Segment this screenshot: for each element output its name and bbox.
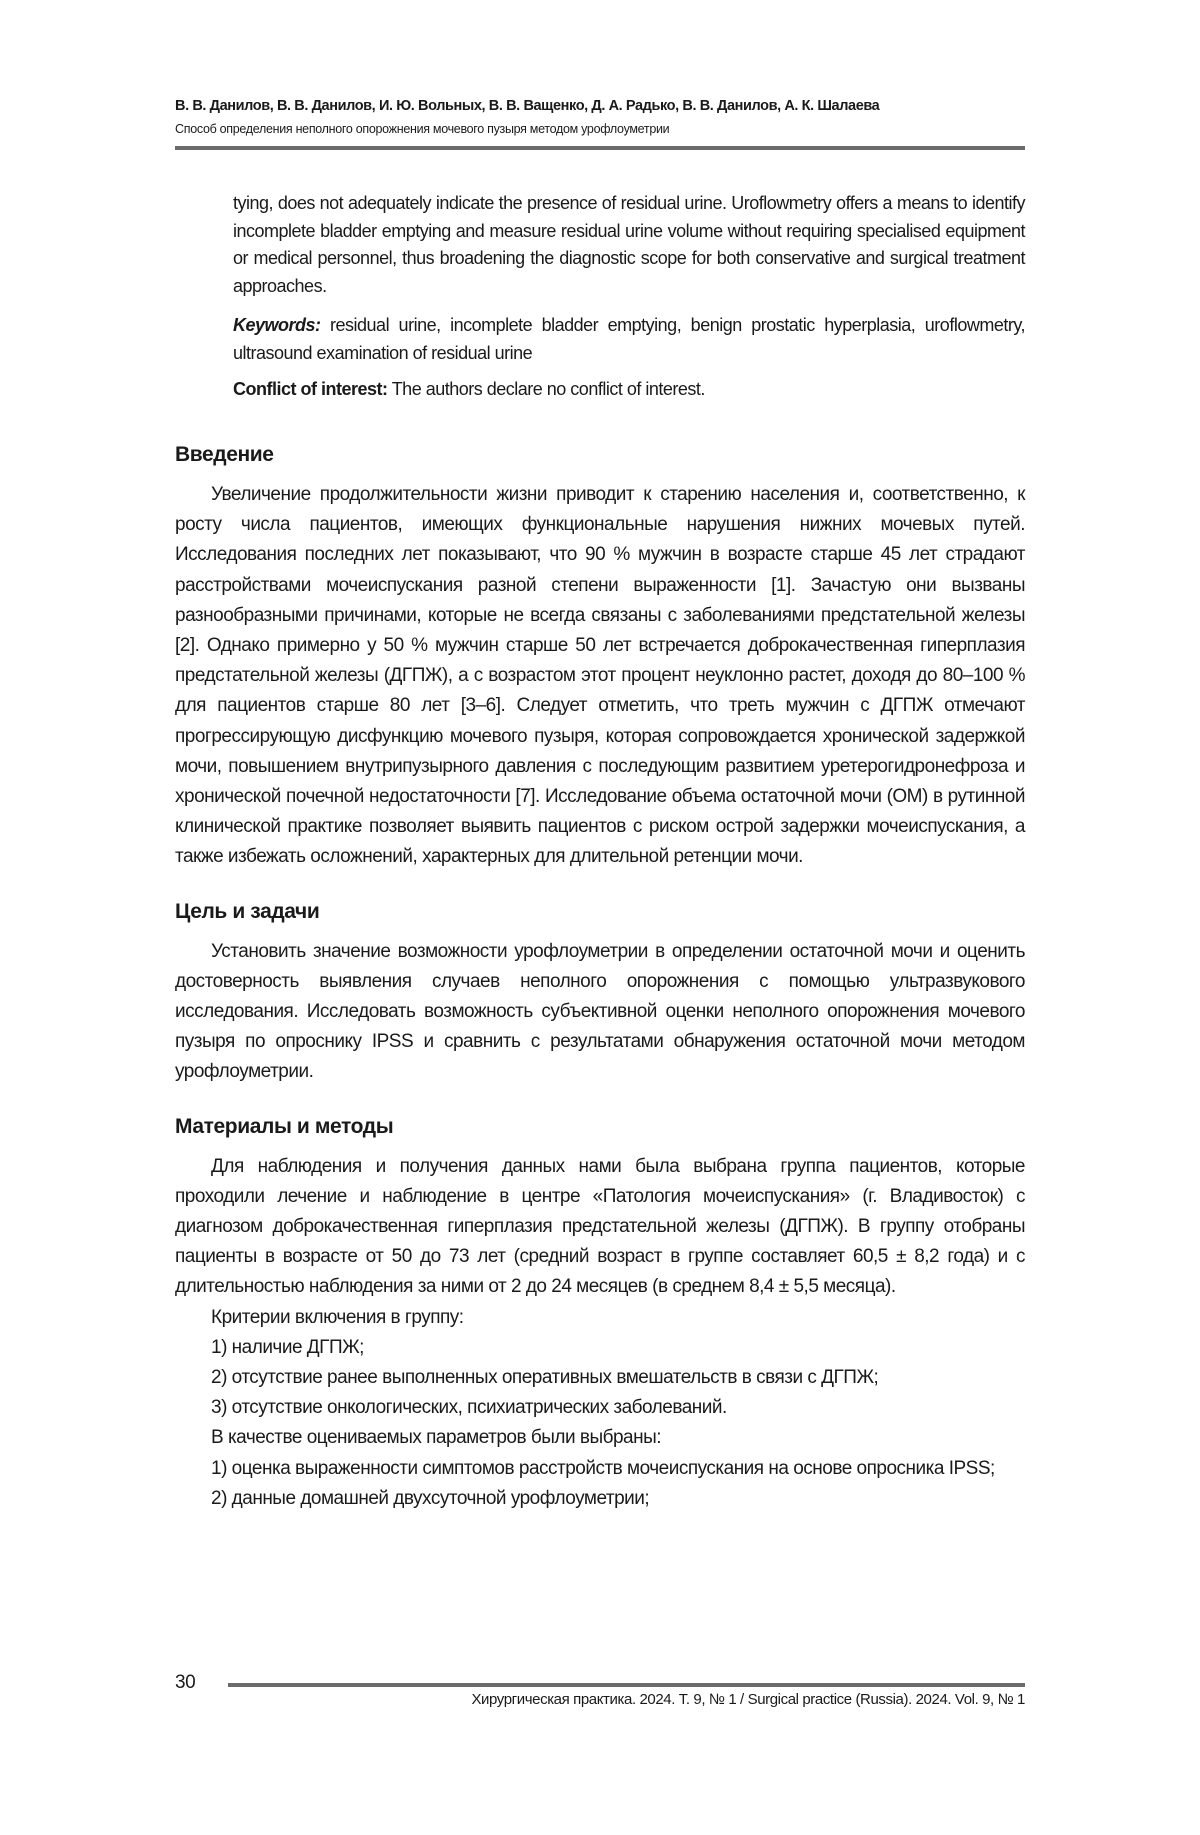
methods-paragraph: Для наблюдения и получения данных нами была выбрана группа пациентов, которые проходили лечение и наблюдение в центре «Патология мочеиспускания» (г. Владивосток) с диагнозом доброкачественная гиперплазия предстательной железы (ДГПЖ). В группу отобраны пациенты в возрасте от 50 до 73 лет (средний возраст в группе составляет 60,5 ± 8,2 года) и с длительностью наблюдения за ними от 2 до 24 месяцев (в среднем 8,4 ± 5,5 месяца). [175,1155,1025,1298]
keywords [233,312,1025,367]
abstract-continuation [233,190,1025,404]
params-title: В качестве оцениваемых параметров были выбраны: [211,1427,662,1449]
journal-citation: Хирургическая практика. 2024. Т. 9, № 1 / Surgical practice (Russia). 2024. Vol. 9, № 1 [471,1691,1025,1708]
running-header [175,96,1025,138]
criteria-item: 2) отсутствие ранее выполненных оперативных вмешательств в связи с ДГПЖ; [211,1367,879,1389]
header-authors: В. В. Данилов, В. В. Данилов, И. Ю. Вольных, В. В. Ващенко, Д. А. Радько, В. В. Данилов, А. К. Шалаева [175,98,880,114]
params-item: 1) оценка выраженности симптомов расстройств мочеиспускания на основе опросника IPSS; [211,1457,995,1479]
conflict-label: Conflict of interest: [233,379,388,399]
criteria-item: 3) отсутствие онкологических, психиатрических заболеваний. [211,1397,727,1419]
abstract-text: tying, does not adequately indicate the presence of residual urine. Uroflowmetry offers a means to identify incomplete bladder emptying and measure residual urine volume without requiring specialised equipment or medical personnel, thus broadening the diagnostic scope for both conservative and surgical treatment approaches. [233,193,1025,296]
article-body [175,440,1025,1514]
conflict-text: The authors declare no conflict of interest. [391,379,705,399]
section-title-aim: Цель и задачи [175,899,320,923]
page-number: 30 [175,1672,196,1693]
header-divider [175,146,1025,150]
intro-paragraph: Увеличение продолжительности жизни приводит к старению населения и, соответственно, к росту числа пациентов, имеющих функциональные нарушения нижних мочевых путей. Исследования последних лет показывают, что 90 % мужчин в возрасте старше 45 лет страдают расстройствами мочеиспускания разной степени выраженности [1]. Зачастую они вызваны разнообразными причинами, которые не всегда связаны с заболеваниями предстательной железы [2]. Однако примерно у 50 % мужчин старше 50 лет встречается доброкачественная гиперплазия предстательной железы (ДГПЖ), а с возрастом этот процент неуклонно растет, доходя до 80–100 % для пациентов старше 80 лет [3–6]. Следует отметить, что треть мужчин с ДГПЖ отмечают прогрессирующую дисфункцию мочевого пузыря, которая сопровождается хронической задержкой мочи, повышением внутрипузырного давления с последующим развитием уретерогидронефроза и хронической почечной недостаточности [7]. Исследование объема остаточной мочи (ОМ) в рутинной клинической практике позволяет выявить пациентов с риском острой задержки мочеиспускания, а также избежать осложнений, характерных для длительной ретенции мочи. [175,484,1025,868]
aim-paragraph: Установить значение возможности урофлоуметрии в определении остаточной мочи и оценить достоверность выявления случаев неполного опорожнения с помощью ультразвукового исследования. Исследовать возможность субъективной оценки неполного опорожнения мочевого пузыря по опроснику IPSS и сравнить с результатами обнаружения остаточной мочи методом урофлоуметрии. [175,940,1025,1083]
conflict-of-interest [233,376,1025,404]
section-title-intro: Введение [175,443,274,466]
section-title-methods: Материалы и методы [175,1114,394,1138]
footer-divider [228,1683,1025,1687]
params-item: 2) данные домашней двухсуточной урофлоуметрии; [211,1487,650,1509]
criteria-item: 1) наличие ДГПЖ; [211,1336,364,1358]
keywords-label: Keywords: [233,315,321,335]
keywords-text: residual urine, incomplete bladder emptying, benign prostatic hyperplasia, uroflowmetry, ultrasound examination of residual urine [233,315,1025,363]
header-article-title: Способ определения неполного опорожнения мочевого пузыря методом урофлоуметрии [175,122,670,136]
criteria-title: Критерии включения в группу: [211,1306,464,1328]
